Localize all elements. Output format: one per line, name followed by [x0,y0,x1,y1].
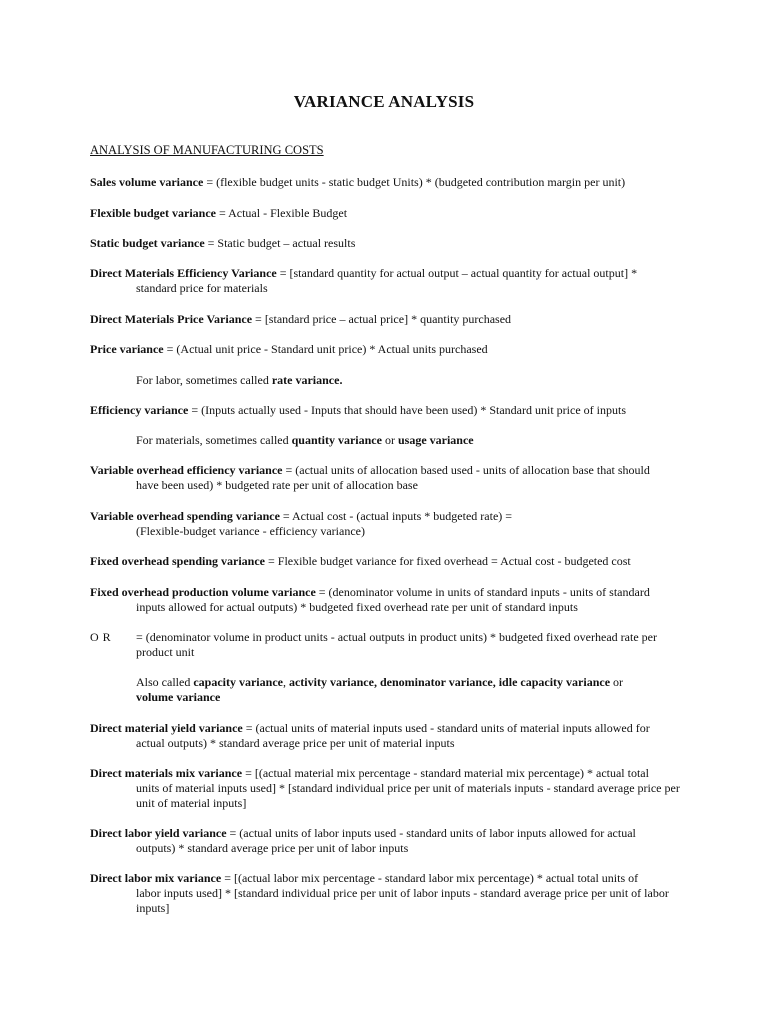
entry-term: Fixed overhead production volume variance [90,585,316,599]
entry-term: Flexible budget variance [90,206,216,220]
entry-formula: = [(actual material mix percentage - standard material mix percentage) * actual total [242,766,649,780]
note-text: For materials, sometimes called [136,433,292,447]
entry-continuation: inputs allowed for actual outputs) * budgeted fixed overhead rate per unit of standard inputs [136,600,578,614]
entry-or-alternative [90,630,690,660]
note-term: capacity variance [193,675,283,689]
entry-dm-yield-variance [90,721,690,751]
entry-formula: = (flexible budget units - static budget Units) * (budgeted contribution margin per unit) [203,175,626,189]
entry-continuation: outputs) * standard average price per unit of labor inputs [136,841,409,855]
entry-term: Price variance [90,342,164,356]
entry-vo-efficiency-variance [90,463,690,493]
note-text: or [381,433,398,447]
entry-formula: = [standard price – actual price] * quantity purchased [252,312,512,326]
entry-term: Direct material yield variance [90,721,243,735]
entry-continuation: units of material inputs used] * [standard individual price per unit of materials inputs - standard average price per unit of material inputs] [136,781,680,810]
entry-formula: = (actual units of labor inputs used - standard units of labor inputs allowed for actual [226,826,636,840]
entry-fo-production-volume-variance [90,585,690,615]
entry-term: Direct labor yield variance [90,826,227,840]
entry-continuation: product unit [136,645,195,659]
entry-fo-spending-variance [90,554,690,569]
entry-formula: = (denominator volume in product units - actual outputs in product units) * budgeted fixed overhead rate per [136,630,657,644]
entry-continuation: actual outputs) * standard average price per unit of material inputs [136,736,455,750]
entry-dl-mix-variance [90,871,690,916]
note-term: rate variance. [271,373,343,387]
note-term: activity variance, denominator variance, idle capacity variance [288,675,611,689]
entry-formula: = [standard quantity for actual output – actual quantity for actual output] * [276,266,638,280]
note-text: , [282,675,289,689]
note-term: quantity variance [291,433,382,447]
entry-term: Sales volume variance [90,175,204,189]
note-term: usage variance [397,433,474,447]
entry-formula: = Flexible budget variance for fixed overhead = Actual cost - budgeted cost [265,554,631,568]
entry-formula: = Actual cost - (actual inputs * budgeted rate) = [279,509,513,523]
or-label: OR [90,630,115,644]
note-text: or [610,675,624,689]
entry-efficiency-variance [90,403,690,418]
entry-formula: = (actual units of material inputs used - standard units of material inputs allowed for [242,721,650,735]
entry-formula: = (actual units of allocation based used - units of allocation base that should [282,463,650,477]
entry-term: Fixed overhead spending variance [90,554,266,568]
entry-sales-volume-variance [90,175,690,190]
entry-vo-spending-variance [90,509,690,539]
entry-price-variance [90,342,690,357]
entry-formula: = [(actual labor mix percentage - standard labor mix percentage) * actual total units of [221,871,639,885]
entry-term: Efficiency variance [90,403,189,417]
note-text: For labor, sometimes called [136,373,272,387]
entry-dm-efficiency-variance [90,266,690,296]
entry-formula: = (Inputs actually used - Inputs that should have been used) * Standard unit price of inputs [188,403,626,417]
entry-flexible-budget-variance [90,206,690,221]
entry-formula: = Static budget – actual results [204,236,356,250]
entry-term: Variable overhead efficiency variance [90,463,283,477]
note-text: Also called [136,675,194,689]
note-also-called [136,675,696,705]
entry-continuation: have been used) * budgeted rate per unit of allocation base [136,478,418,492]
section-subtitle: ANALYSIS OF MANUFACTURING COSTS [90,143,324,157]
entry-formula: = Actual - Flexible Budget [216,206,348,220]
page-title: VARIANCE ANALYSIS [293,92,475,111]
note-rate-variance [136,373,696,388]
entry-formula: = (denominator volume in units of standard inputs - units of standard [315,585,650,599]
entry-dm-mix-variance [90,766,690,811]
entry-term: Direct Materials Price Variance [90,312,253,326]
entry-dm-price-variance [90,312,690,327]
entry-continuation: (Flexible-budget variance - efficiency variance) [136,524,365,538]
entry-term: Direct labor mix variance [90,871,222,885]
note-quantity-variance [136,433,696,448]
entry-dl-yield-variance [90,826,690,856]
entry-continuation: labor inputs used] * [standard individual price per unit of labor inputs - standard average price per unit of labor inputs] [136,886,669,915]
note-term: volume variance [136,690,221,704]
entry-term: Variable overhead spending variance [90,509,280,523]
entry-continuation: standard price for materials [136,281,268,295]
entry-formula: = (Actual unit price - Standard unit price) * Actual units purchased [163,342,488,356]
entry-static-budget-variance [90,236,690,251]
entry-term: Direct Materials Efficiency Variance [90,266,277,280]
entry-term: Direct materials mix variance [90,766,243,780]
entry-term: Static budget variance [90,236,205,250]
